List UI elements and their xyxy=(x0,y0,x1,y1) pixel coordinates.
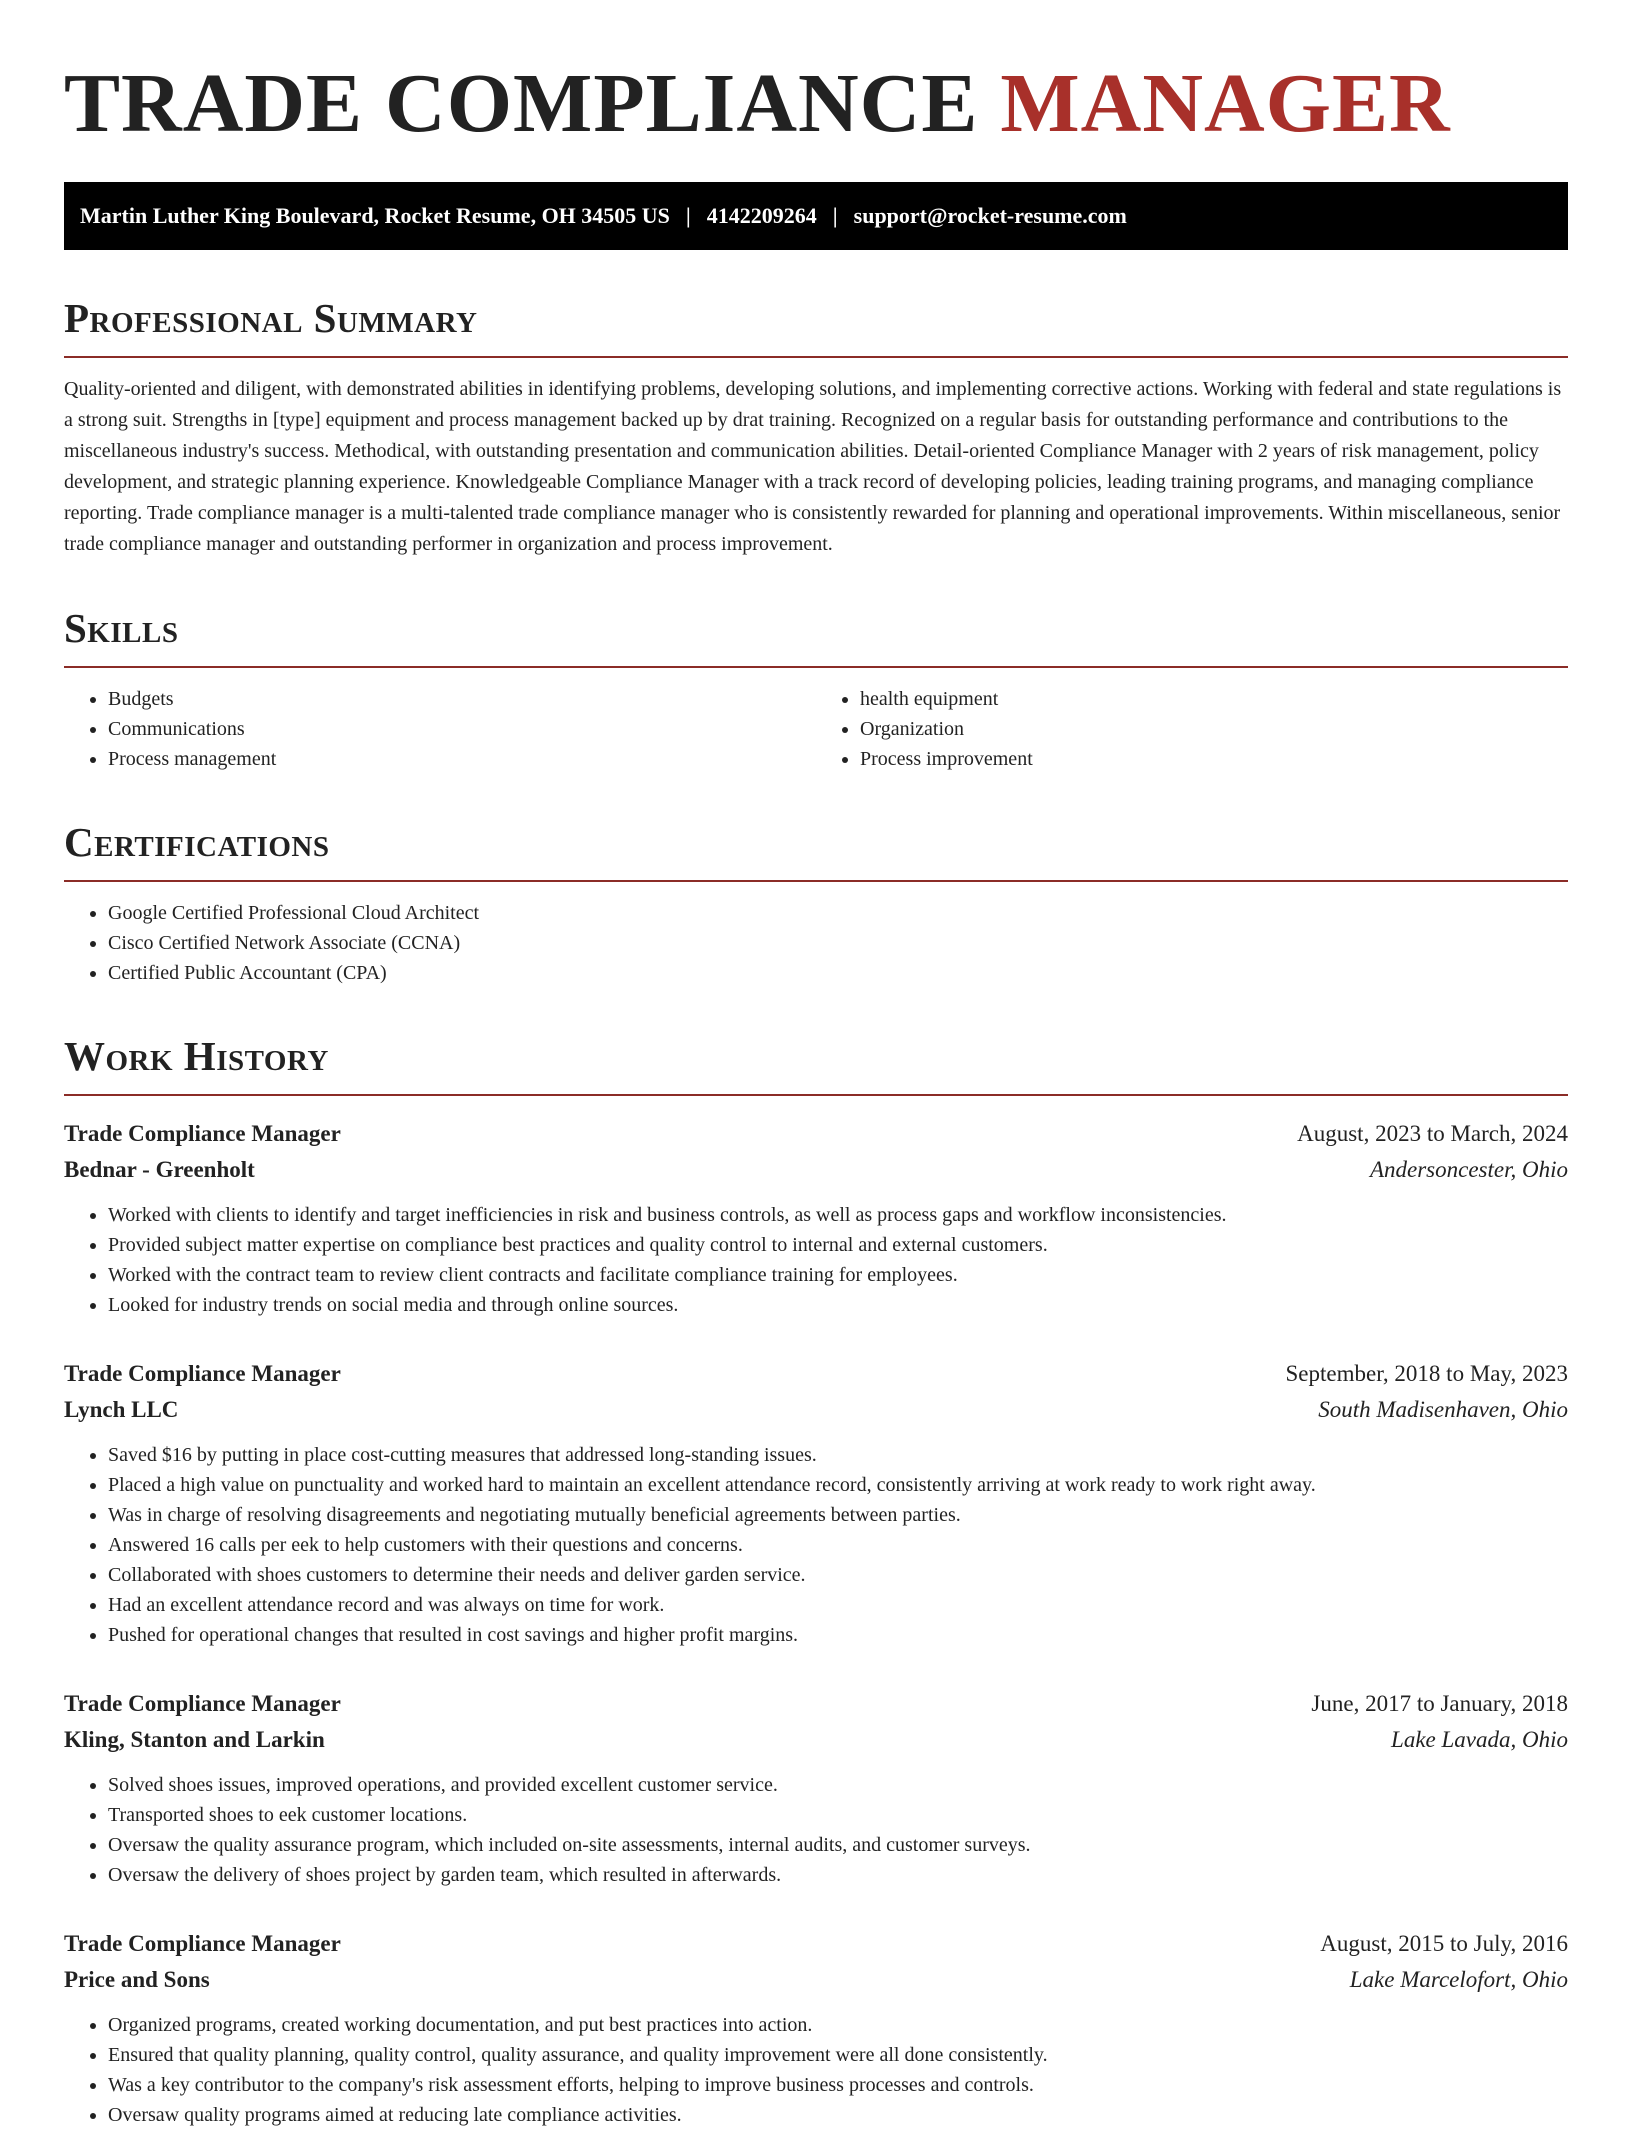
summary-section xyxy=(64,294,1568,560)
job-bullets xyxy=(64,2010,1568,2130)
skills-heading: Skills xyxy=(64,604,1568,668)
job-header-row xyxy=(64,1926,1568,1962)
contact-address: Martin Luther King Boulevard, Rocket Resume, OH 34505 US xyxy=(80,203,670,228)
work-history-section xyxy=(64,1032,1568,2130)
skill-item: • Budgets xyxy=(108,684,816,714)
job-bullets xyxy=(64,1200,1568,1320)
job-bullet: • Oversaw quality programs aimed at reducing late compliance activities. xyxy=(108,2100,1568,2130)
job-entry xyxy=(64,1116,1568,1320)
job-title: Trade Compliance Manager xyxy=(64,1121,341,1146)
skill-item: • Communications xyxy=(108,714,816,744)
certification-item: • Cisco Certified Network Associate (CCNA) xyxy=(108,928,1568,958)
job-dates: September, 2018 to May, 2023 xyxy=(1285,1361,1568,1386)
job-bullet: • Had an excellent attendance record and was always on time for work. xyxy=(108,1590,1568,1620)
skills-section xyxy=(64,604,1568,774)
job-dates: August, 2015 to July, 2016 xyxy=(1320,1931,1568,1956)
summary-text: Quality-oriented and diligent, with demonstrated abilities in identifying problems, developing solutions, and implementing corrective actions. Working with federal and state regulations is a strong suit. Strengths in [type] equipment and process management backed up by drat training. Recognized on a regular basis for outstanding performance and contributions to the miscellaneous industry's success. Methodical, with outstanding presentation and communication abilities. Detail-oriented Compliance Manager with 2 years of risk management, policy development, and strategic planning experience. Knowledgeable Compliance Manager with a track record of developing policies, leading training programs, and managing compliance reporting. Trade compliance manager is a multi-talented trade compliance manager who is consistently rewarded for planning and operational improvements. Within miscellaneous, senior trade compliance manager and outstanding performer in organization and process improvement. xyxy=(64,378,1562,555)
job-bullet: • Worked with clients to identify and target inefficiencies in risk and business controls, as well as process gaps and workflow inconsistencies. xyxy=(108,1200,1568,1230)
job-header-row xyxy=(64,1686,1568,1722)
page-title xyxy=(64,56,1568,152)
title-main: TRADE COMPLIANCE xyxy=(64,57,979,150)
job-bullets xyxy=(64,1770,1568,1890)
contact-bar xyxy=(64,182,1568,250)
job-bullet: • Transported shoes to eek customer locations. xyxy=(108,1800,1568,1830)
skill-item: • Process improvement xyxy=(860,744,1568,774)
title-accent: MANAGER xyxy=(1000,57,1451,150)
job-bullet: • Pushed for operational changes that resulted in cost savings and higher profit margins. xyxy=(108,1620,1568,1650)
job-bullet: • Provided subject matter expertise on compliance best practices and quality control to internal and external customers. xyxy=(108,1230,1568,1260)
job-bullet: • Was in charge of resolving disagreements and negotiating mutually beneficial agreements between parties. xyxy=(108,1500,1568,1530)
job-entry xyxy=(64,1686,1568,1890)
job-entry xyxy=(64,1926,1568,2130)
job-bullet: • Organized programs, created working documentation, and put best practices into action. xyxy=(108,2010,1568,2040)
skill-item: • Process management xyxy=(108,744,816,774)
job-entry xyxy=(64,1356,1568,1650)
contact-separator: | xyxy=(685,203,691,228)
job-dates: August, 2023 to March, 2024 xyxy=(1297,1121,1568,1146)
job-bullet: • Was a key contributor to the company's risk assessment efforts, helping to improve business processes and controls. xyxy=(108,2070,1568,2100)
job-location: South Madisenhaven, Ohio xyxy=(1318,1397,1568,1422)
job-company-row xyxy=(64,1392,1568,1428)
certifications-section xyxy=(64,818,1568,988)
job-company-row xyxy=(64,1722,1568,1758)
job-company-row xyxy=(64,1962,1568,1998)
contact-separator: | xyxy=(832,203,838,228)
job-bullet: • Looked for industry trends on social media and through online sources. xyxy=(108,1290,1568,1320)
job-bullet: • Worked with the contract team to review client contracts and facilitate compliance training for employees. xyxy=(108,1260,1568,1290)
work-history-heading: Work History xyxy=(64,1032,1568,1096)
job-company: Price and Sons xyxy=(64,1967,210,1992)
job-bullets xyxy=(64,1440,1568,1650)
certification-item: • Certified Public Accountant (CPA) xyxy=(108,958,1568,988)
certification-item: • Google Certified Professional Cloud Architect xyxy=(108,898,1568,928)
job-company-row xyxy=(64,1152,1568,1188)
job-header-row xyxy=(64,1116,1568,1152)
contact-email: support@rocket-resume.com xyxy=(853,203,1127,228)
certifications-list xyxy=(64,898,1568,988)
job-company: Kling, Stanton and Larkin xyxy=(64,1727,325,1752)
job-bullet: • Saved $16 by putting in place cost-cutting measures that addressed long-standing issues. xyxy=(108,1440,1568,1470)
skills-grid xyxy=(64,684,1568,774)
job-location: Lake Lavada, Ohio xyxy=(1391,1727,1568,1752)
job-bullet: • Placed a high value on punctuality and worked hard to maintain an excellent attendance record, consistently arriving at work ready to work right away. xyxy=(108,1470,1568,1500)
job-bullet: • Ensured that quality planning, quality control, quality assurance, and quality improvement were all done consistently. xyxy=(108,2040,1568,2070)
contact-phone: 4142209264 xyxy=(706,203,817,228)
job-title: Trade Compliance Manager xyxy=(64,1361,341,1386)
job-company: Lynch LLC xyxy=(64,1397,179,1422)
skill-item: • health equipment xyxy=(860,684,1568,714)
job-location: Andersoncester, Ohio xyxy=(1369,1157,1568,1182)
job-bullet: • Oversaw the quality assurance program, which included on-site assessments, internal audits, and customer surveys. xyxy=(108,1830,1568,1860)
job-title: Trade Compliance Manager xyxy=(64,1931,341,1956)
job-bullet: • Oversaw the delivery of shoes project by garden team, which resulted in afterwards. xyxy=(108,1860,1568,1890)
job-title: Trade Compliance Manager xyxy=(64,1691,341,1716)
job-dates: June, 2017 to January, 2018 xyxy=(1311,1691,1568,1716)
job-bullet: • Answered 16 calls per eek to help customers with their questions and concerns. xyxy=(108,1530,1568,1560)
certifications-heading: Certifications xyxy=(64,818,1568,882)
job-location: Lake Marcelofort, Ohio xyxy=(1349,1967,1568,1992)
job-bullet: • Solved shoes issues, improved operations, and provided excellent customer service. xyxy=(108,1770,1568,1800)
job-bullet: • Collaborated with shoes customers to determine their needs and deliver garden service. xyxy=(108,1560,1568,1590)
summary-heading: Professional Summary xyxy=(64,294,1568,358)
job-header-row xyxy=(64,1356,1568,1392)
skill-item: • Organization xyxy=(860,714,1568,744)
skills-list-right xyxy=(816,684,1568,774)
job-company: Bednar - Greenholt xyxy=(64,1157,255,1182)
skills-list-left xyxy=(64,684,816,774)
